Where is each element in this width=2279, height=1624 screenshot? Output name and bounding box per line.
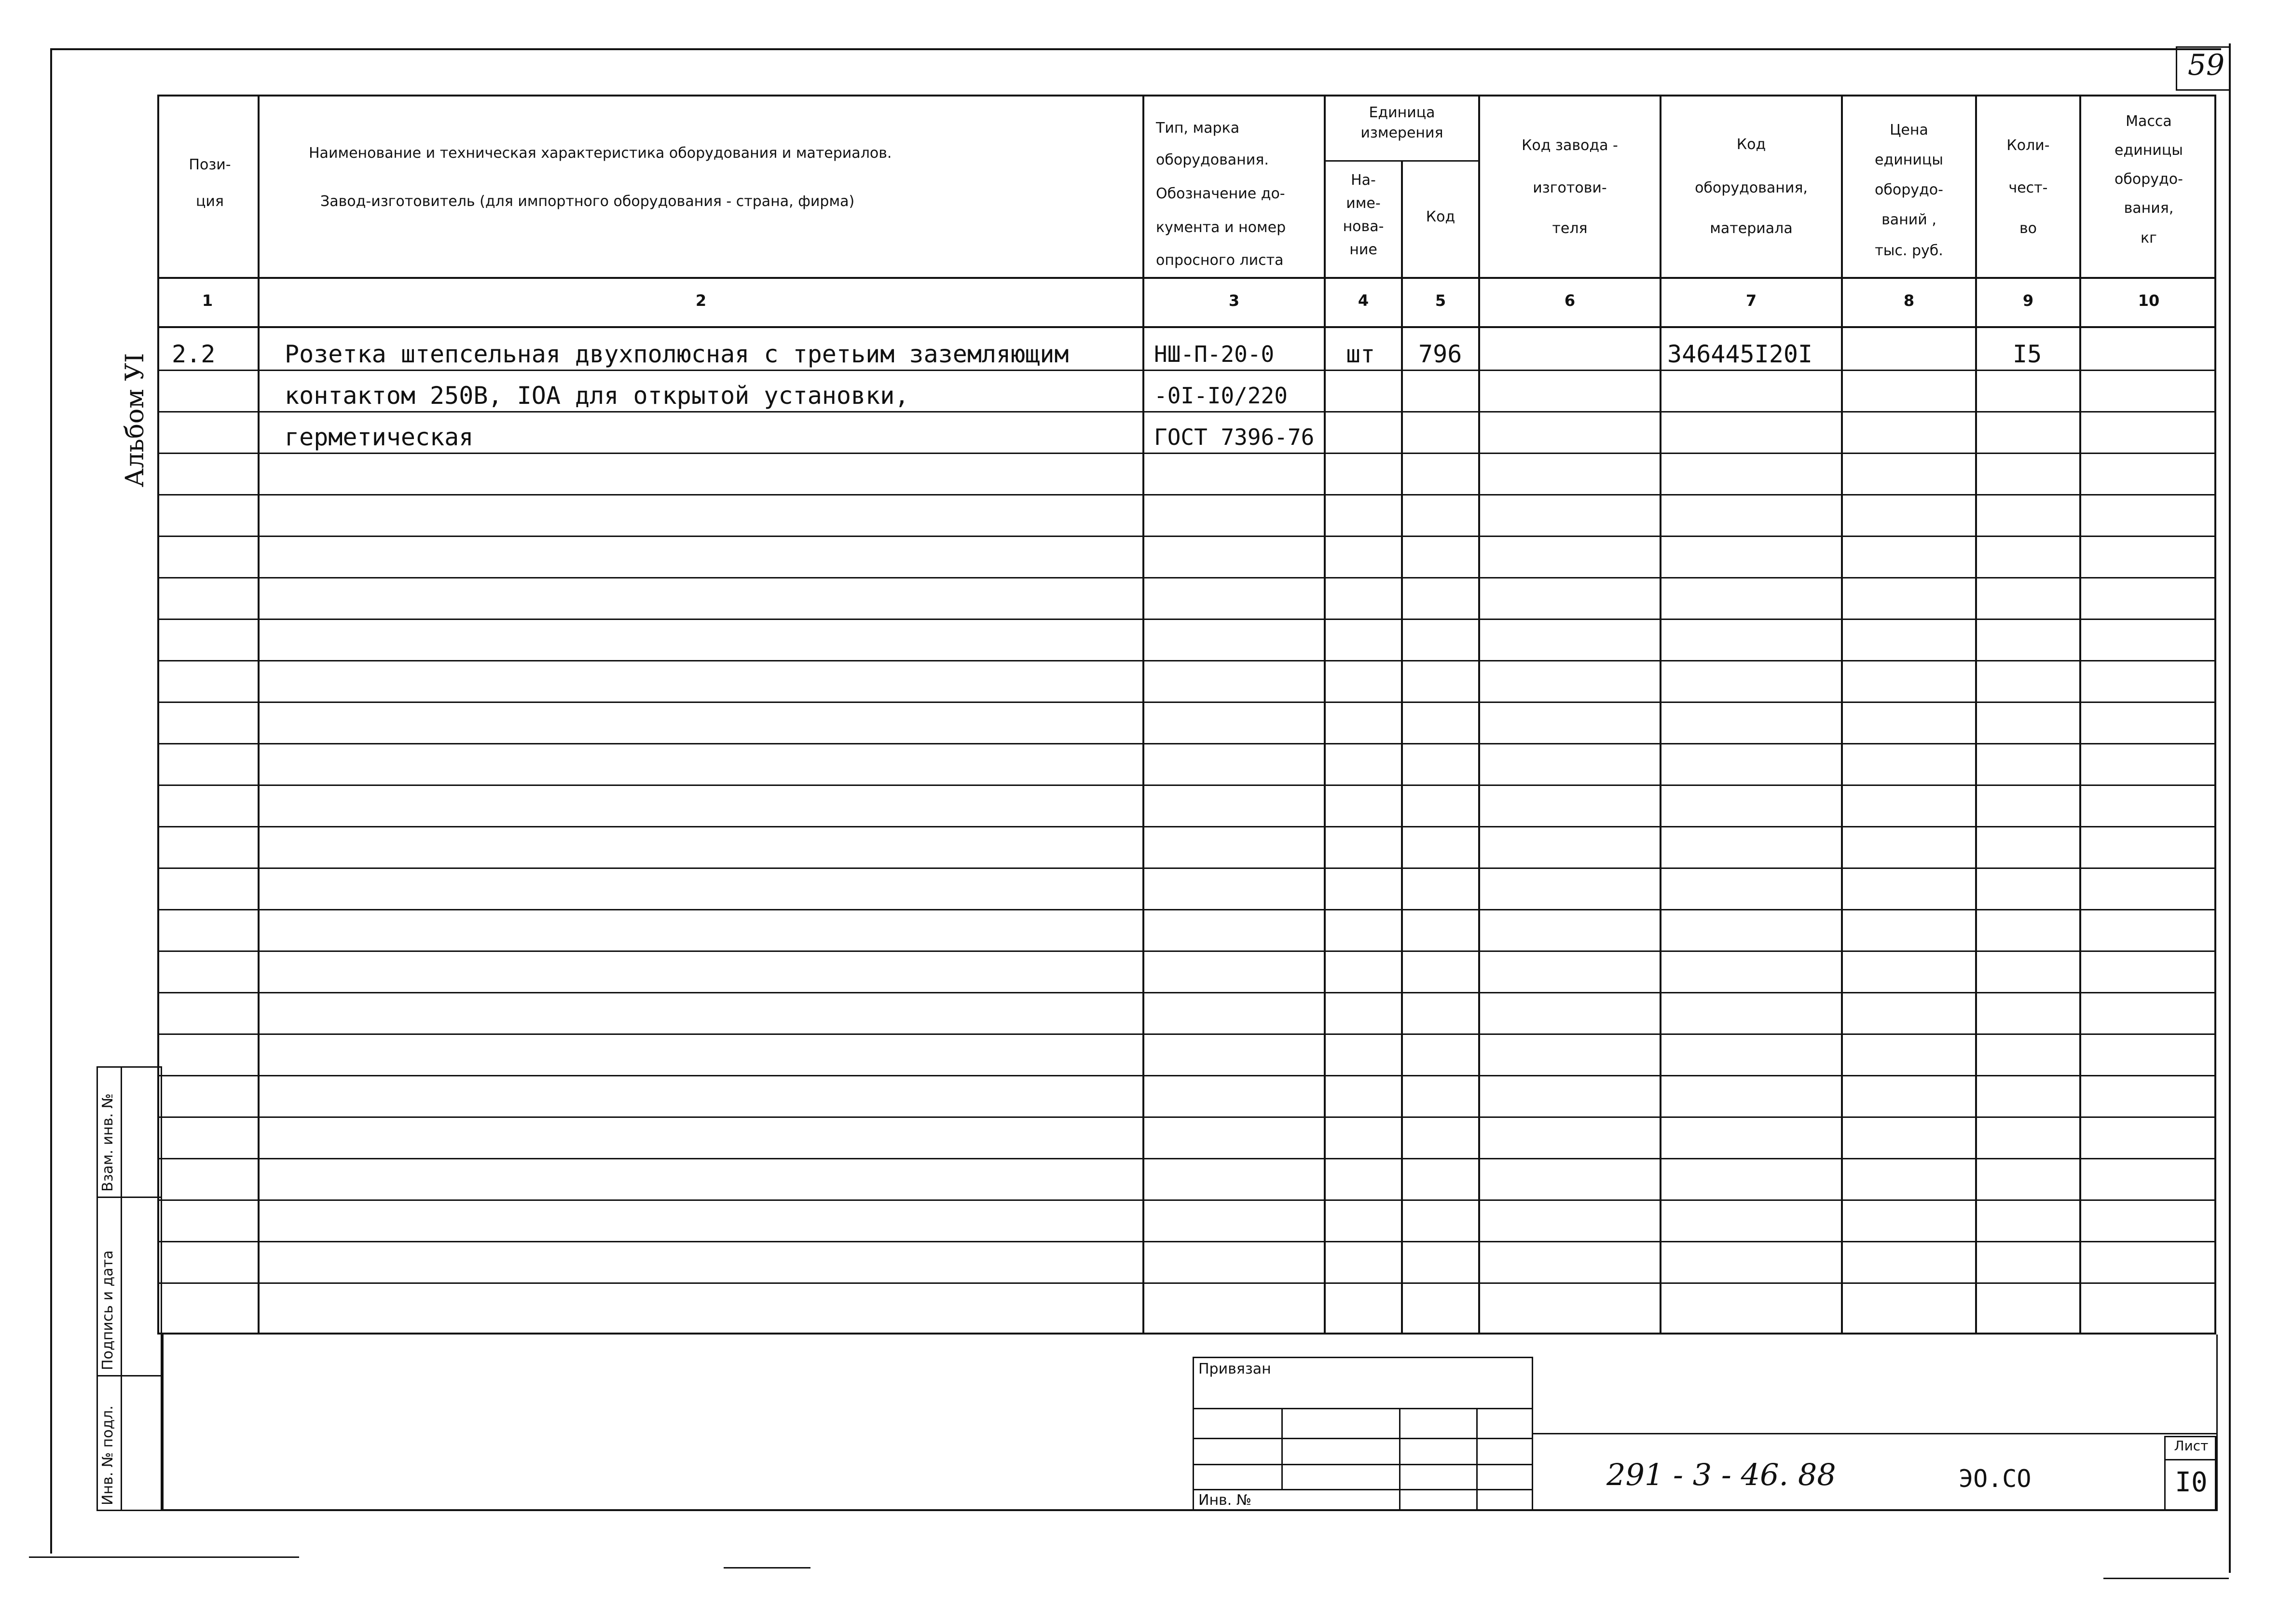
- album-label: Альбом УI: [121, 353, 150, 487]
- row-line: [157, 536, 2216, 537]
- cell-name: Розетка штепсельная двухполюсная с третьим заземляющим: [285, 340, 1069, 368]
- column-number: 9: [2022, 291, 2034, 310]
- row-line: [157, 370, 2216, 371]
- row-line: [157, 411, 2216, 413]
- cell-material-code: 346445I20I: [1667, 340, 1813, 368]
- cell-position: 2.2: [172, 340, 216, 368]
- header-text: нова-: [1343, 218, 1384, 235]
- header-text: кумента и номер: [1156, 219, 1286, 236]
- doc-code-line: [1533, 1433, 2216, 1434]
- row-line: [157, 909, 2216, 910]
- frame-bottom-line-2: [724, 1567, 810, 1569]
- inv-no-label: Инв. №: [1198, 1492, 1252, 1509]
- cell-unit: шт: [1346, 340, 1375, 368]
- title-block-bottom-line: [162, 1509, 2216, 1511]
- side-stamp-signature-label: Подпись и дата: [99, 1250, 116, 1370]
- privyazan-box: [1193, 1357, 1533, 1511]
- spec-table-border: [157, 95, 2216, 1335]
- column-number: 4: [1358, 291, 1369, 310]
- header-text: Единица: [1369, 104, 1435, 121]
- row-line: [157, 867, 2216, 869]
- header-text: вания,: [2124, 200, 2174, 217]
- header-text: Пози-: [189, 156, 231, 173]
- row-line: [157, 1241, 2216, 1242]
- sheet-number: I0: [2175, 1467, 2208, 1498]
- col-line-3: [1324, 95, 1326, 1335]
- header-text: оборудования.: [1156, 151, 1269, 168]
- frame-right-line: [2229, 43, 2231, 1573]
- header-text: Код: [1736, 136, 1766, 153]
- column-number: 8: [1903, 291, 1915, 310]
- privyazan-vline: [1281, 1408, 1283, 1489]
- col-line-9: [2079, 95, 2081, 1335]
- header-text: ция: [196, 193, 224, 210]
- document-code: 291 - 3 - 46. 88: [1606, 1457, 1836, 1492]
- header-text: Масса: [2126, 113, 2172, 130]
- privyazan-line: [1193, 1464, 1533, 1465]
- header-text: ние: [1349, 241, 1377, 258]
- header-text: единицы: [1875, 151, 1943, 168]
- header-text: оборудования,: [1695, 179, 1808, 196]
- cell-type: -0I-I0/220: [1154, 383, 1288, 409]
- column-number: 2: [695, 291, 707, 310]
- row-line: [157, 619, 2216, 620]
- header-text: тыс. руб.: [1875, 242, 1943, 259]
- column-number: 5: [1435, 291, 1446, 310]
- header-text: оборудо-: [1875, 181, 1943, 198]
- header-text: Завод-изготовитель (для импортного оборудования - страна, фирма): [320, 193, 855, 210]
- column-number: 1: [202, 291, 213, 310]
- header-text: кг: [2141, 230, 2157, 247]
- side-stamp-row-line: [96, 1197, 162, 1198]
- header-text: чест-: [2008, 179, 2048, 196]
- title-block-left-line: [162, 1335, 164, 1511]
- row-line: [157, 743, 2216, 744]
- header-bottom-line: [157, 277, 2216, 279]
- header-text: Код завода -: [1522, 137, 1618, 154]
- header-text: Коли-: [2006, 137, 2050, 154]
- row-line: [157, 1158, 2216, 1159]
- header-text: измерения: [1360, 124, 1443, 141]
- column-number: 6: [1564, 291, 1576, 310]
- header-text: теля: [1552, 220, 1588, 237]
- row-line: [157, 1282, 2216, 1284]
- sheet-label: Лист: [2174, 1438, 2209, 1454]
- frame-bottom-line-3: [2103, 1578, 2229, 1579]
- header-text: единицы: [2114, 142, 2183, 159]
- row-line: [157, 1199, 2216, 1201]
- cell-type: ГОСТ 7396-76: [1154, 424, 1315, 450]
- frame-top-line: [50, 48, 2221, 50]
- col-line-7: [1841, 95, 1843, 1335]
- header-text: изготови-: [1533, 179, 1607, 196]
- side-stamp-inv-label: Инв. № подл.: [99, 1405, 116, 1505]
- privyazan-vline: [1399, 1408, 1400, 1511]
- cell-type: НШ-П-20-0: [1154, 341, 1275, 367]
- col-line-2: [1142, 95, 1144, 1335]
- row-line: [157, 702, 2216, 703]
- col-line-1: [258, 95, 260, 1335]
- privyazan-line: [1193, 1438, 1533, 1439]
- row-line: [157, 1033, 2216, 1035]
- header-text: оборудо-: [2114, 171, 2183, 188]
- row-line: [157, 992, 2216, 993]
- row-line: [157, 453, 2216, 454]
- row-line: [157, 577, 2216, 578]
- cell-name: герметическая: [285, 423, 474, 451]
- privyazan-vline: [1476, 1408, 1478, 1511]
- side-stamp-vzam-label: Взам. инв. №: [99, 1093, 116, 1192]
- row-line: [157, 1075, 2216, 1076]
- cell-unit-code: 796: [1418, 340, 1462, 368]
- column-number: 3: [1228, 291, 1240, 310]
- col-line-6: [1660, 95, 1661, 1335]
- privyazan-label: Привязан: [1198, 1361, 1271, 1377]
- header-text: опросного листа: [1156, 252, 1284, 269]
- side-stamp-divider: [121, 1066, 122, 1511]
- title-block-right-line: [2216, 1335, 2218, 1511]
- side-stamp-row-line: [96, 1375, 162, 1376]
- privyazan-line: [1193, 1489, 1533, 1490]
- cell-quantity: I5: [2013, 340, 2042, 368]
- column-number: 10: [2138, 291, 2160, 310]
- header-text: Тип, марка: [1156, 120, 1240, 137]
- privyazan-line: [1193, 1408, 1533, 1409]
- cell-name: контактом 250В, IOA для открытой установки,: [285, 382, 909, 410]
- row-line: [157, 826, 2216, 827]
- corner-sheet-number: 59: [2187, 48, 2225, 82]
- col-line-5: [1478, 95, 1480, 1335]
- frame-left-line: [50, 48, 52, 1554]
- header-text: во: [2019, 220, 2037, 237]
- header-text: Обозначение до-: [1156, 185, 1285, 202]
- row-line: [157, 784, 2216, 786]
- frame-bottom-line: [29, 1556, 299, 1558]
- row-line: [157, 1116, 2216, 1118]
- row-line: [157, 660, 2216, 661]
- header-text: На-: [1351, 172, 1376, 189]
- header-text: Наименование и техническая характеристика оборудования и материалов.: [309, 145, 892, 162]
- section-code: ЭО.СО: [1959, 1465, 2032, 1493]
- row-line: [157, 494, 2216, 495]
- sheet-number-divider: [2164, 1459, 2216, 1460]
- header-text: име-: [1346, 195, 1381, 212]
- column-number: 7: [1745, 291, 1757, 310]
- row-line: [157, 950, 2216, 952]
- header-text: материала: [1710, 220, 1793, 237]
- column-numbers-bottom-line: [157, 326, 2216, 328]
- header-col-5: Код: [1426, 208, 1455, 225]
- header-text: ваний ,: [1881, 211, 1936, 228]
- col-line-8: [1975, 95, 1977, 1335]
- header-text: Цена: [1890, 122, 1928, 138]
